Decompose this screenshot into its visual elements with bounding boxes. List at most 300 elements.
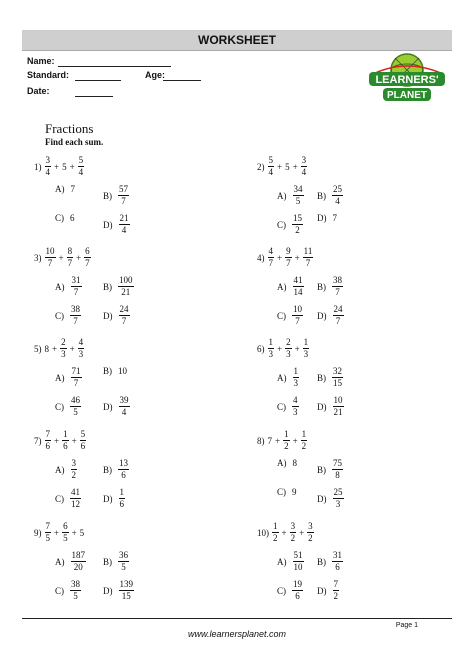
fraction-denominator: 12: [71, 499, 80, 509]
name-label: Name:: [27, 56, 55, 66]
fraction: [303, 337, 310, 360]
option-letter: C): [277, 401, 286, 412]
fraction-denominator: 2: [290, 533, 296, 543]
answer-option-d[interactable]: [317, 395, 344, 418]
answer-option-b[interactable]: [103, 550, 129, 573]
option-letter: A): [55, 464, 65, 475]
answer-option-d[interactable]: [103, 579, 134, 602]
plus-sign: +: [294, 343, 300, 354]
fraction: [333, 395, 344, 418]
fraction: [301, 155, 308, 178]
question-4: [257, 246, 313, 269]
fraction: [268, 155, 275, 178]
option-letter: C): [55, 310, 64, 321]
fraction-denominator: 5: [73, 407, 78, 417]
fraction: [292, 579, 303, 602]
fraction-denominator: 6: [63, 441, 68, 451]
fraction-numerator: 41: [71, 487, 80, 497]
whole-number: 5: [285, 161, 290, 172]
answer-option-c[interactable]: [55, 487, 81, 510]
fraction: [292, 213, 303, 236]
plus-sign: +: [54, 435, 60, 446]
option-letter: D): [103, 219, 113, 230]
fraction: [332, 184, 343, 207]
fraction-numerator: 7: [45, 429, 50, 439]
logo-text-bottom: PLANET: [387, 90, 427, 101]
fraction: [118, 550, 129, 573]
option-letter: B): [317, 281, 326, 292]
fraction-numerator: 57: [119, 184, 128, 194]
fraction-numerator: 9: [286, 246, 291, 256]
answer-option-a[interactable]: [277, 184, 304, 207]
fraction: [293, 275, 304, 298]
fraction: [307, 521, 314, 544]
fraction-numerator: 5: [80, 429, 86, 439]
option-letter: D): [103, 493, 113, 504]
fraction-numerator: 1: [303, 337, 309, 347]
fraction-denominator: 6: [335, 562, 340, 572]
option-letter: D): [317, 585, 327, 596]
fraction: [62, 429, 69, 452]
fraction: [119, 487, 126, 510]
option-letter: B): [317, 190, 326, 201]
fraction-numerator: 1: [63, 429, 68, 439]
question-number: 7): [34, 435, 42, 446]
option-letter: B): [317, 556, 326, 567]
whole-number: 8: [44, 343, 49, 354]
plus-sign: +: [69, 343, 75, 354]
fraction-numerator: 25: [333, 487, 343, 497]
fraction-denominator: 2: [301, 441, 307, 451]
whole-number: 10: [118, 366, 127, 376]
fraction: [70, 579, 81, 602]
fraction: [283, 429, 290, 452]
answer-option-d[interactable]: [317, 579, 339, 602]
whole-number: 7: [332, 213, 337, 223]
plus-sign: +: [277, 161, 283, 172]
instruction-text: Find each sum.: [45, 137, 104, 147]
fraction-numerator: 21: [119, 213, 129, 223]
question-10: [257, 521, 314, 544]
fraction-numerator: 25: [333, 184, 342, 194]
fraction: [333, 304, 344, 327]
option-letter: A): [55, 281, 65, 292]
fraction: [62, 521, 69, 544]
fraction: [332, 275, 343, 298]
fraction-denominator: 2: [308, 533, 313, 543]
fraction-denominator: 3: [303, 349, 309, 359]
question-6: [257, 337, 309, 360]
option-letter: B): [317, 464, 326, 475]
fraction-denominator: 2: [71, 470, 76, 480]
fraction-numerator: 100: [119, 275, 133, 285]
fraction: [119, 579, 135, 602]
whole-number: 9: [292, 487, 297, 497]
question-number: 1): [34, 161, 42, 172]
fraction: [118, 184, 129, 207]
fraction-denominator: 6: [121, 470, 126, 480]
fraction-denominator: 6: [119, 499, 124, 509]
answer-option-c[interactable]: [55, 395, 81, 418]
plus-sign: +: [54, 527, 60, 538]
website-url: www.learnersplanet.com: [187, 629, 287, 639]
fraction-numerator: 46: [71, 395, 80, 405]
option-letter: A): [277, 190, 287, 201]
answer-option-a[interactable]: [277, 458, 297, 468]
fraction-numerator: 4: [293, 395, 298, 405]
fraction-numerator: 139: [119, 579, 133, 589]
age-label: Age:: [145, 70, 165, 80]
fraction: [333, 487, 344, 510]
plus-sign: +: [54, 161, 60, 172]
answer-option-c[interactable]: [277, 579, 303, 602]
option-letter: D): [317, 493, 327, 504]
answer-option-a[interactable]: [277, 366, 299, 389]
answer-option-b[interactable]: [103, 275, 134, 298]
fraction-denominator: 2: [284, 441, 289, 451]
option-letter: A): [277, 556, 287, 567]
fraction-denominator: 3: [268, 349, 273, 359]
fraction: [293, 184, 304, 207]
plus-sign: +: [69, 161, 75, 172]
option-letter: C): [277, 219, 286, 230]
question-9: [34, 521, 84, 544]
fraction: [67, 246, 74, 269]
plus-sign: +: [299, 527, 305, 538]
whole-number: 5: [62, 161, 67, 172]
fraction: [118, 275, 134, 298]
topic-heading: Fractions: [45, 121, 94, 136]
answer-option-d[interactable]: [103, 213, 130, 236]
option-letter: C): [55, 493, 64, 504]
fraction-denominator: 20: [73, 562, 83, 572]
option-letter: A): [55, 372, 65, 383]
answer-option-d[interactable]: [103, 487, 125, 510]
fraction-denominator: 7: [286, 258, 291, 268]
fraction-denominator: 7: [73, 316, 78, 326]
standard-label: Standard:: [27, 70, 70, 80]
answer-option-a[interactable]: [55, 550, 86, 573]
fraction-numerator: 6: [85, 246, 90, 256]
question-number: 3): [34, 252, 42, 263]
plus-sign: +: [277, 343, 283, 354]
fraction-denominator: 5: [121, 562, 126, 572]
whole-number: 7: [70, 184, 75, 194]
fraction-denominator: 7: [268, 258, 273, 268]
answer-option-b[interactable]: [103, 458, 129, 481]
option-letter: C): [55, 585, 64, 596]
answer-option-d[interactable]: [103, 395, 130, 418]
fraction-denominator: 3: [293, 407, 298, 417]
fraction-denominator: 3: [286, 349, 291, 359]
fraction-numerator: 7: [333, 579, 338, 589]
fraction-denominator: 7: [73, 287, 79, 297]
fraction: [285, 337, 292, 360]
option-letter: D): [103, 310, 113, 321]
question-8: [257, 429, 307, 452]
option-letter: B): [317, 372, 326, 383]
fraction-numerator: 38: [333, 275, 342, 285]
fraction: [119, 213, 130, 236]
fraction: [301, 429, 308, 452]
fraction-numerator: 31: [333, 550, 342, 560]
option-letter: B): [103, 464, 112, 475]
fraction: [70, 304, 81, 327]
option-letter: A): [277, 281, 287, 292]
plus-sign: +: [277, 252, 283, 263]
answer-option-c[interactable]: [277, 213, 303, 236]
fraction: [71, 366, 82, 389]
fraction-numerator: 71: [71, 366, 81, 376]
option-letter: C): [277, 487, 286, 497]
fraction: [332, 458, 343, 481]
answer-option-c[interactable]: [277, 395, 299, 418]
option-letter: A): [277, 372, 287, 383]
answer-option-c[interactable]: [277, 487, 297, 497]
fraction-numerator: 3: [301, 155, 307, 165]
whole-number: 6: [70, 213, 75, 223]
fraction: [84, 246, 91, 269]
answer-option-d[interactable]: [317, 487, 344, 510]
learners-planet-logo: [365, 48, 449, 106]
fraction: [45, 429, 52, 452]
answer-option-b[interactable]: [317, 366, 343, 389]
answer-option-c[interactable]: [55, 304, 81, 327]
fraction: [70, 395, 81, 418]
plus-sign: +: [275, 435, 281, 446]
question-number: 6): [257, 343, 265, 354]
question-2: [257, 155, 307, 178]
question-5: [34, 337, 84, 360]
fraction: [292, 395, 299, 418]
fraction: [303, 246, 314, 269]
fraction-denominator: 7: [121, 316, 127, 326]
plus-sign: +: [76, 252, 82, 263]
fraction-numerator: 32: [333, 366, 342, 376]
fraction-denominator: 2: [333, 591, 338, 601]
fraction-numerator: 10: [333, 395, 343, 405]
answer-option-b[interactable]: [317, 550, 343, 573]
fraction: [80, 429, 87, 452]
date-line: [75, 96, 113, 97]
answer-option-a[interactable]: [55, 366, 82, 389]
option-letter: C): [55, 213, 64, 223]
fraction: [285, 246, 292, 269]
fraction-numerator: 38: [71, 579, 80, 589]
fraction-numerator: 1: [284, 429, 289, 439]
question-number: 9): [34, 527, 42, 538]
fraction-numerator: 19: [293, 579, 302, 589]
fraction-denominator: 4: [121, 225, 127, 235]
fraction: [119, 304, 130, 327]
age-line: [163, 80, 201, 81]
answer-option-a[interactable]: [55, 458, 77, 481]
fraction: [268, 337, 275, 360]
fraction-numerator: 36: [119, 550, 128, 560]
fraction: [45, 246, 56, 269]
answer-option-c[interactable]: [55, 213, 75, 223]
question-7: [34, 429, 86, 452]
fraction-numerator: 39: [119, 395, 129, 405]
fraction-numerator: 1: [268, 337, 273, 347]
answer-option-b[interactable]: [103, 184, 129, 207]
fraction-denominator: 6: [45, 441, 50, 451]
fraction: [118, 458, 129, 481]
fraction: [78, 155, 85, 178]
option-letter: C): [277, 585, 286, 596]
fraction-numerator: 75: [333, 458, 342, 468]
fraction-numerator: 11: [303, 246, 313, 256]
answer-option-b[interactable]: [317, 275, 343, 298]
plus-sign: +: [71, 527, 77, 538]
footer-divider: [22, 618, 452, 619]
fraction-denominator: 5: [45, 533, 50, 543]
fraction-numerator: 15: [293, 213, 302, 223]
fraction-denominator: 4: [45, 167, 50, 177]
fraction-numerator: 38: [71, 304, 80, 314]
fraction-numerator: 1: [301, 429, 307, 439]
answer-option-d[interactable]: [317, 213, 337, 223]
fraction-denominator: 15: [121, 591, 131, 601]
fraction: [268, 246, 275, 269]
fraction-denominator: 7: [121, 196, 126, 206]
fraction: [45, 155, 52, 178]
whole-number: 8: [292, 458, 297, 468]
fraction: [272, 521, 279, 544]
fraction-denominator: 2: [273, 533, 278, 543]
fraction-numerator: 1: [293, 366, 298, 376]
fraction: [293, 550, 304, 573]
fraction-denominator: 3: [293, 378, 298, 388]
fraction-denominator: 7: [85, 258, 90, 268]
answer-option-a[interactable]: [55, 275, 82, 298]
fraction-numerator: 1: [119, 487, 124, 497]
fraction: [60, 337, 67, 360]
option-letter: D): [317, 401, 327, 412]
answer-option-c[interactable]: [55, 579, 81, 602]
fraction-denominator: 7: [335, 287, 340, 297]
fraction-denominator: 7: [335, 316, 341, 326]
fraction: [333, 579, 340, 602]
question-number: 10): [257, 527, 269, 538]
answer-option-c[interactable]: [277, 304, 303, 327]
fraction: [78, 337, 85, 360]
answer-option-b[interactable]: [103, 366, 127, 376]
answer-option-d[interactable]: [103, 304, 130, 327]
fraction-denominator: 15: [333, 378, 342, 388]
option-letter: A): [277, 458, 287, 468]
question-number: 2): [257, 161, 265, 172]
plus-sign: +: [294, 252, 300, 263]
answer-option-a[interactable]: [55, 184, 75, 194]
question-number: 8): [257, 435, 265, 446]
fraction: [71, 275, 82, 298]
fraction-numerator: 3: [308, 521, 313, 531]
fraction-denominator: 2: [295, 225, 300, 235]
option-letter: B): [103, 281, 112, 292]
fraction-denominator: 21: [333, 407, 343, 417]
fraction: [71, 458, 78, 481]
fraction-denominator: 4: [268, 167, 273, 177]
fraction-denominator: 10: [293, 562, 303, 572]
date-label: Date:: [27, 86, 50, 96]
answer-option-b[interactable]: [317, 184, 343, 207]
fraction-denominator: 8: [335, 470, 340, 480]
fraction-denominator: 7: [305, 258, 311, 268]
fraction-numerator: 187: [71, 550, 85, 560]
option-letter: D): [317, 213, 327, 223]
fraction: [293, 366, 300, 389]
fraction-numerator: 4: [78, 337, 84, 347]
fraction-denominator: 4: [78, 167, 84, 177]
question-3: [34, 246, 91, 269]
standard-line: [75, 80, 121, 81]
option-letter: C): [277, 310, 286, 321]
plus-sign: +: [292, 161, 298, 172]
fraction-numerator: 3: [290, 521, 296, 531]
fraction: [70, 487, 81, 510]
fraction-numerator: 24: [119, 304, 129, 314]
page-number: Page 1: [395, 622, 418, 629]
logo-text-top: LEARNERS': [375, 74, 439, 86]
plus-sign: +: [281, 527, 287, 538]
fraction-denominator: 4: [301, 167, 307, 177]
answer-option-a[interactable]: [277, 275, 304, 298]
question-number: 4): [257, 252, 265, 263]
fraction-numerator: 3: [45, 155, 50, 165]
fraction-denominator: 5: [295, 196, 301, 206]
fraction: [292, 304, 303, 327]
plus-sign: +: [292, 435, 298, 446]
plus-sign: +: [52, 343, 58, 354]
fraction-numerator: 2: [61, 337, 66, 347]
option-letter: D): [103, 585, 113, 596]
answer-option-d[interactable]: [317, 304, 344, 327]
name-line: [58, 66, 171, 67]
question-number: 5): [34, 343, 42, 354]
plus-sign: +: [58, 252, 64, 263]
fraction-denominator: 4: [335, 196, 340, 206]
fraction-numerator: 10: [45, 246, 55, 256]
fraction-denominator: 7: [47, 258, 53, 268]
worksheet-title: WORKSHEET: [22, 30, 452, 51]
fraction: [290, 521, 297, 544]
answer-option-b[interactable]: [317, 458, 343, 481]
whole-number: 7: [267, 435, 272, 446]
fraction-denominator: 5: [63, 533, 68, 543]
fraction-denominator: 7: [295, 316, 300, 326]
plus-sign: +: [71, 435, 77, 446]
fraction-numerator: 8: [67, 246, 73, 256]
option-letter: D): [317, 310, 327, 321]
option-letter: B): [103, 556, 112, 567]
whole-number: 5: [79, 527, 85, 538]
fraction-numerator: 6: [63, 521, 68, 531]
fraction-denominator: 3: [335, 499, 341, 509]
fraction-denominator: 7: [73, 378, 79, 388]
fraction-numerator: 2: [286, 337, 291, 347]
fraction: [119, 395, 130, 418]
fraction-denominator: 14: [293, 287, 303, 297]
fraction-numerator: 4: [268, 246, 273, 256]
fraction: [332, 550, 343, 573]
fraction: [332, 366, 343, 389]
fraction-numerator: 13: [119, 458, 128, 468]
answer-option-a[interactable]: [277, 550, 304, 573]
fraction-numerator: 41: [293, 275, 303, 285]
option-letter: B): [103, 366, 112, 376]
fraction-denominator: 4: [121, 407, 127, 417]
